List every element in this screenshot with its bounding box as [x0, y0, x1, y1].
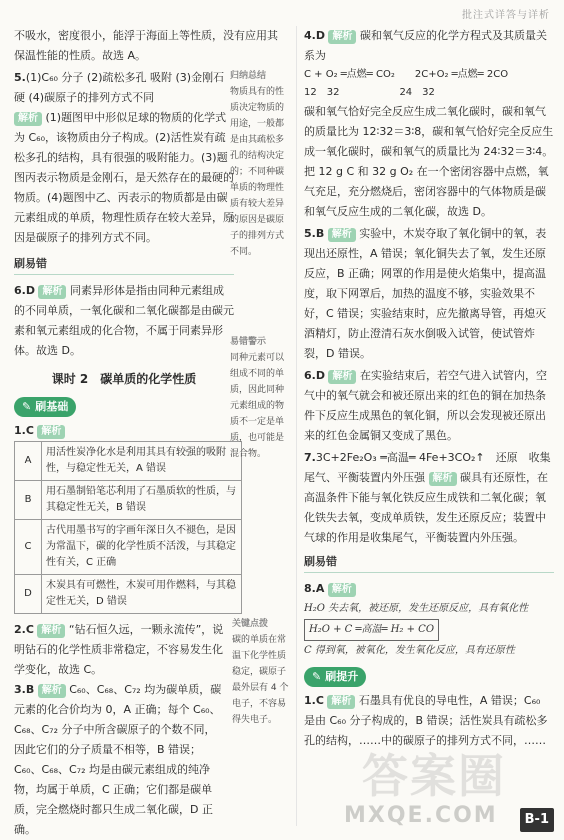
r-q7-tag: 解析 — [429, 472, 457, 486]
table-row — [15, 442, 242, 481]
q1-options-table — [14, 441, 242, 614]
option-text: 用活性炭净化水是利用其具有较强的吸附性，与稳定性无关，A 错误 — [42, 442, 242, 481]
note-summary-text: 物质具有的性质决定物质的用途，一般都是由其疏松多孔的结构决定的；不同种碳单质的物理性质有较大差异的原因是碳原子的排列方式不同。 — [230, 87, 285, 257]
q6-number: 6.D — [14, 284, 35, 297]
q6-text: 同素异形体是指由同种元素组成的不同单质，一氧化碳和二氧化碳都是由碳元素和氧元素组成的化合物，不属于同素异形体。故选 D。 — [14, 284, 234, 357]
q5-tag: 解析 — [14, 112, 42, 126]
r-q5-tag: 解析 — [328, 228, 356, 242]
q6-block — [14, 281, 234, 361]
column-divider — [296, 26, 297, 826]
r-q6-number: 6.D — [304, 369, 325, 382]
tisheng-badge: ✎ 刷提升 — [304, 667, 366, 687]
header-title: 批注式详答与详析 — [462, 10, 550, 21]
r-q1-text: 石墨具有优良的导电性，A 错误；C₆₀ 是由 C₆₀ 分子构成的，B 错误；活性炭具有疏松多孔的结构，……中的碳原子的排列方式不同，…… — [304, 694, 548, 747]
q2-tag: 解析 — [37, 624, 65, 638]
option-key: D — [15, 575, 42, 614]
q1-tag: 解析 — [37, 425, 65, 439]
note-warning — [230, 334, 292, 462]
pen-icon: ✎ — [312, 670, 322, 683]
option-key: C — [15, 520, 42, 575]
q3-text: C₆₀、C₆₈、C₇₂ 均为碳单质，碳元素的化合价均为 0，A 正确；每个 C₆₀、C₆₈、C₇₂ 分子中所含碳原子的个数不同，因此它们的分子质量不相等，B 错误；C₆₀、C₆₈、C₇₂ 均是由碳元素组成的纯净物，均属于单质，C 正确；它们都是碳单质，完全燃烧时都只生成二氧化碳，D 正确。 — [14, 683, 222, 836]
watermark-logo: 答案圈 — [362, 749, 506, 803]
watermark-site: MXQE.COM — [344, 803, 498, 828]
r-q7-text: 碳具有还原性，在高温条件下能与氧化铁反应生成铁和二氧化碳；氧化铁失去氧，变成单质铁，发生还原反应；装置中气球的作用是收集尾气，平衡装置内外压强。 — [304, 471, 548, 544]
q3-block — [14, 680, 224, 840]
r-q1-number: 1.C — [304, 694, 324, 707]
option-text: 用石墨制铅笔芯利用了石墨质软的性质，与其稳定性无关，B 错误 — [42, 481, 242, 520]
q2-block — [14, 620, 224, 680]
r-q5-text: 实验中，木炭夺取了氧化铜中的氧，表现出还原性，A 错误；氧化铜失去了氧，发生还原反应，B 正确；网罩的作用是使火焰集中，提高温度，取下网罩后，加热的温度不够，实验效果不好，C 错误；实验结束时，应先撤离导管，再熄灭酒精灯，防止澄清石灰水倒吸入试管，使试管炸裂，D 错误。 — [304, 227, 547, 360]
r-q8-handwritten-bottom: C 得到氧，被氧化，发生氧化反应，具有还原性 — [304, 645, 515, 656]
q1-number: 1.C — [14, 424, 34, 437]
r-q7-equation: 3C+2Fe₂O₃ ═高温═ 4Fe+3CO₂↑ 还原 收集尾气、平衡装置内外压强 — [304, 451, 551, 484]
note-keypoint-title: 关键点拨 — [232, 619, 269, 629]
table-row — [15, 575, 242, 614]
r-q8-handwritten-top: H₂O 失去氧，被还原，发生还原反应，具有氧化性 — [304, 603, 529, 614]
q2-number: 2.C — [14, 623, 34, 636]
option-text: 古代用墨书写的字画年深日久不褪色，是因为常温下，碳的化学性质不活泼，与其稳定性有关，C 正确 — [42, 520, 242, 575]
option-text: 木炭具有可燃性，木炭可用作燃料，与其稳定性无关，D 错误 — [42, 575, 242, 614]
option-key: B — [15, 481, 42, 520]
q5-answer: (1)C₆₀ 分子 (2)疏松多孔 吸附 (3)金刚石 硬 (4)碳原子的排列方式不同 — [14, 71, 225, 104]
r-q4-tag: 解析 — [328, 30, 356, 44]
note-summary-title: 归纳总结 — [230, 71, 267, 81]
yicuo-label-1: 刷易错 — [14, 254, 234, 275]
yicuo-label-2: 刷易错 — [304, 552, 554, 573]
jichu-badge: ✎ 刷基础 — [14, 397, 76, 417]
note-summary — [230, 68, 292, 260]
q3-tag: 解析 — [38, 684, 66, 698]
lesson-title: 课时 2 碳单质的化学性质 — [51, 372, 197, 386]
r-q6-tag: 解析 — [328, 370, 356, 384]
r-q8-tag: 解析 — [328, 583, 356, 597]
r-q4-equation: C + O₂ ═点燃═ CO₂ 2C+O₂ ═点燃═ 2CO — [304, 69, 509, 80]
q5-number: 5. — [14, 71, 26, 84]
r-q8-handwritten-equation: H₂O + C ═高温═ H₂ + CO — [304, 619, 439, 641]
table-row — [15, 481, 242, 520]
note-keypoint — [232, 616, 294, 728]
q6-tag: 解析 — [38, 285, 66, 299]
intro-text: 不吸水，密度很小，能浮于海面上等性质，没有应用其保温性能的性质。故选 A。 — [14, 29, 278, 62]
note-warning-title: 易错警示 — [230, 337, 267, 347]
page-number: B-1 — [520, 808, 554, 832]
table-row — [15, 520, 242, 575]
note-warning-text: 同种元素可以组成不同的单质，因此同种元素组成的物质不一定是单质，也可能是混合物。 — [230, 353, 285, 459]
r-q7-number: 7. — [304, 451, 316, 464]
r-q6-text: 在实验结束后，若空气进入试管内，空气中的氧气就会和被还原出来的红色的铜在加热条件下反应生成黑色的氧化铜，所以会发现被还原出来的红色金属铜又变成了黑色。 — [304, 369, 547, 442]
r-q4-number: 4.D — [304, 29, 325, 42]
note-keypoint-text: 碳的单质在常温下化学性质稳定，碳原子最外层有 4 个电子，不容易得失电子。 — [232, 635, 289, 725]
q5-block — [14, 68, 234, 248]
r-q5-number: 5.B — [304, 227, 325, 240]
q2-text: “钻石恒久远，一颗永流传”，说明钻石的化学性质非常稳定，不容易发生化学变化，故选 C。 — [14, 623, 224, 676]
r-q8-number: 8.A — [304, 582, 325, 595]
q3-number: 3.B — [14, 683, 35, 696]
q5-text: (1)题图甲中形似足球的物质的化学式为 C₆₀，该物质由分子构成。(2)活性炭有疏松多孔的结构，具有很强的吸附能力。(3)题图丙表示物质是金刚石，是天然存在的最硬的物质。(4)题图中乙、丙表示的物质都是由碳元素组成的单质，物理性质存在较大差异，原因是碳原子的排列方式不同。 — [14, 111, 234, 244]
r-q4-masses: 12 32 24 32 — [304, 87, 435, 98]
r-q4-text1: 碳和氧气反应的化学方程式及其质量关系为 — [304, 29, 547, 62]
right-column — [304, 26, 554, 751]
r-q4-text2: 碳和氧气恰好完全反应生成二氧化碳时，碳和氧气的质量比为 12∶32＝3∶8，碳和氧气恰好完全反应生成一氧化碳时，碳和氧气的质量比为 24∶32＝3∶4。把 12 g C 和 32 g O₂ 在一个密闭容器中点燃，氧气充足，充分燃烧后，密闭容器中的气体物质是碳和氧气反应生成的二氧化碳，故选 D。 — [304, 105, 554, 218]
option-key: A — [15, 442, 42, 481]
pen-icon: ✎ — [22, 400, 32, 413]
r-q1-tag: 解析 — [327, 695, 355, 709]
